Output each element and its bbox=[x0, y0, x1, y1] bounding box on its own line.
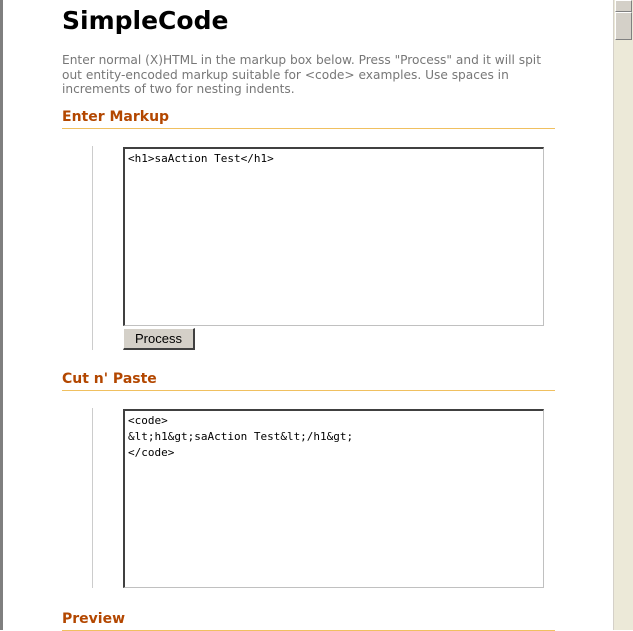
scroll-thumb[interactable] bbox=[615, 12, 632, 40]
window-edge bbox=[0, 0, 3, 630]
output-textarea[interactable] bbox=[123, 409, 544, 588]
scroll-up-button[interactable] bbox=[615, 0, 632, 12]
vertical-scrollbar[interactable] bbox=[613, 0, 633, 630]
cut-n-paste-heading: Cut n' Paste bbox=[62, 371, 555, 391]
enter-markup-heading: Enter Markup bbox=[62, 109, 555, 129]
section-divider bbox=[92, 408, 93, 588]
preview-heading: Preview bbox=[62, 611, 555, 631]
intro-text: Enter normal (X)HTML in the markup box below. Press "Process" and it will spit out entity-encoded markup suitable for <code> examples. Use spaces in increments of two for nesting indents. bbox=[62, 53, 541, 96]
process-button[interactable]: Process bbox=[123, 328, 195, 350]
section-divider bbox=[92, 146, 93, 350]
page-title: SimpleCode bbox=[62, 6, 229, 35]
markup-input[interactable] bbox=[123, 147, 544, 326]
